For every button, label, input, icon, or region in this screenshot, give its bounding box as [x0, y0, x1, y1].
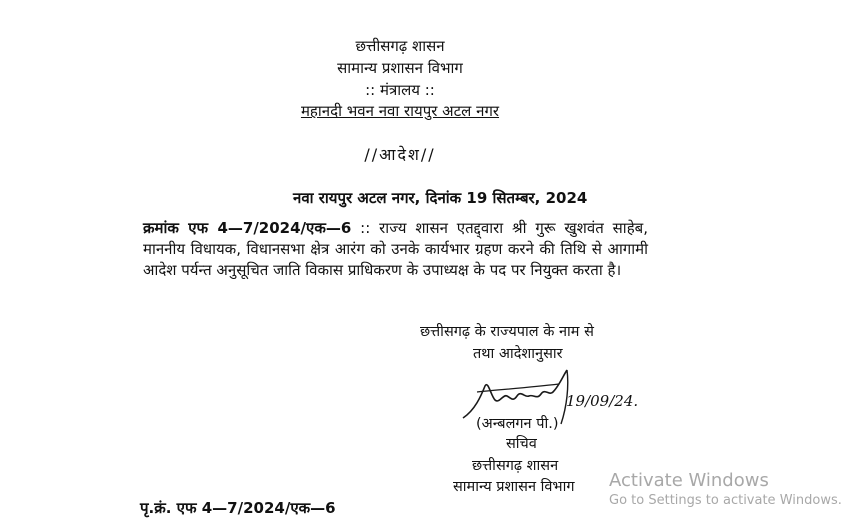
order-body [143, 218, 648, 281]
next-reference-partial: पृ.क्रं. एफ 4—7/2024/एक—6 [140, 499, 336, 517]
letterhead [0, 36, 800, 56]
signatory-org-1: छत्तीसगढ़ शासन [472, 458, 559, 474]
order-text: :: राज्य शासन एतद्द्वारा श्री गुरू खुशवंत साहेब, माननीय विधायक, विधानसभा क्षेत्र आरंग को उनके कार्यभार ग्रहण करने की तिथि से आगामी आदेश पर्यन्त अनुसूचित जाति विकास प्राधिकरण के उपाध्यक्ष के पद पर नियुक्त करता है। [143, 219, 648, 279]
header-address: महानदी भवन नवा रायपुर अटल नगर [300, 102, 500, 120]
activation-watermark-title: Activate Windows [609, 470, 769, 491]
order-reference: क्रमांक एफ 4—7/2024/एक—6 [143, 219, 352, 237]
header-department: सामान्य प्रशासन विभाग [337, 59, 463, 77]
header-govt: छत्तीसगढ़ शासन [355, 37, 445, 55]
authority-line-1: छत्तीसगढ़ के राज्यपाल के नाम से [420, 324, 594, 340]
place-date: नवा रायपुर अटल नगर, दिनांक 19 सितम्बर, 2024 [293, 189, 588, 207]
header-ministry: :: मंत्रालय :: [365, 81, 435, 99]
signatory-name: (अन्बलगन पी.) [476, 416, 559, 432]
authority-line-2: तथा आदेशानुसार [473, 346, 563, 362]
order-title: //आदेश// [364, 145, 436, 164]
signatory-org-2: सामान्य प्रशासन विभाग [453, 479, 575, 495]
activation-watermark-subtitle: Go to Settings to activate Windows. [609, 493, 842, 508]
signatory-designation: सचिव [506, 436, 537, 452]
signature-date: 19/09/24. [566, 392, 639, 410]
